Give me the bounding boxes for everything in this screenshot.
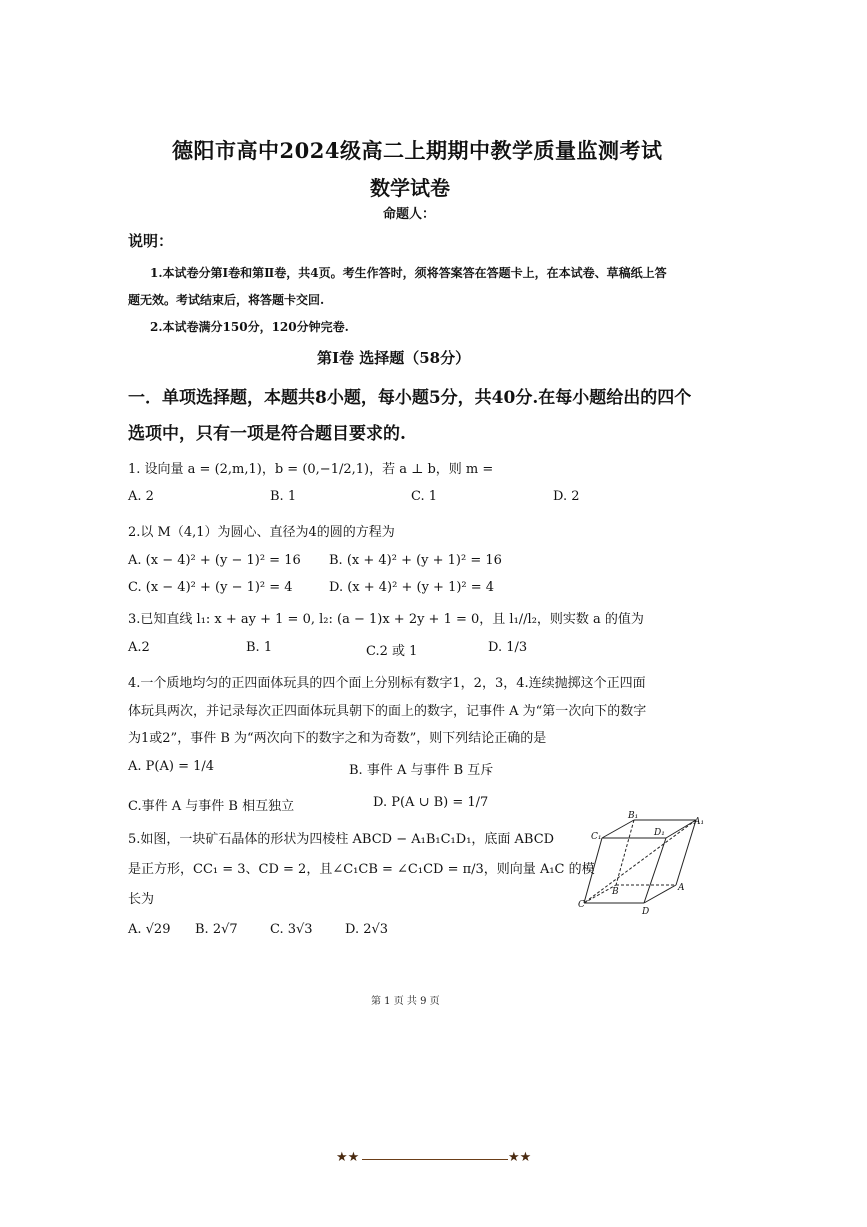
label-a: A (678, 883, 685, 893)
q5-line2: 是正方形，CC₁ = 3、CD = 2，且∠C₁CB = ∠C₁CD = π/3，则向量 A₁C 的模 (128, 862, 595, 877)
part1-line1: 一．单项选择题，本题共8小题，每小题5分，共40分.在每小题给出的四个 (128, 388, 692, 408)
label-b1: B₁ (628, 811, 639, 821)
instruction-2: 2.本试卷满分150分，120分钟完卷. (150, 320, 349, 334)
q4-option-d: D. P(A ∪ B) = 1/7 (373, 795, 489, 810)
instruction-1a: 1.本试卷分第Ⅰ卷和第Ⅱ卷，共4页。考生作答时，须将答案答在答题卡上，在本试卷、草稿纸上答 (150, 266, 667, 280)
label-d1: D₁ (654, 828, 665, 838)
q3-option-c: C.2 或 1 (366, 644, 418, 659)
author-label: 命题人： (383, 207, 436, 222)
q3-option-a: A.2 (128, 640, 150, 655)
q4-option-a: A. P(A) = 1/4 (128, 759, 215, 774)
q1-option-a: A. 2 (128, 489, 154, 504)
q4-line1: 4.一个质地均匀的正四面体玩具的四个面上分别标有数字1，2，3，4.连续抛掷这个正四面 (128, 676, 646, 691)
q4-line2: 体玩具两次，并记录每次正四面体玩具朝下的面上的数字，记事件 A 为“第一次向下的数字 (128, 704, 647, 719)
part1-line2: 选项中，只有一项是符合题目要求的. (128, 424, 406, 444)
q5-option-b: B. 2√7 (195, 922, 238, 937)
exam-title: 德阳市高中2024级高二上期期中教学质量监测考试 (172, 138, 663, 163)
q2-option-c: C. (x − 4)² + (y − 1)² = 4 (128, 580, 293, 595)
q5-line3: 长为 (128, 892, 155, 907)
q3-option-b: B. 1 (246, 640, 273, 655)
label-b: B (612, 887, 619, 897)
q2-option-d: D. (x + 4)² + (y + 1)² = 4 (329, 580, 495, 595)
exam-subtitle: 数学试卷 (370, 176, 450, 200)
q3-option-d: D. 1/3 (488, 640, 528, 655)
q5-option-a: A. √29 (128, 922, 171, 937)
divider-line (362, 1159, 508, 1160)
instructions-label: 说明： (128, 232, 174, 250)
decorative-divider (336, 1150, 536, 1170)
instruction-1b: 题无效。考试结束后，将答题卡交回. (128, 293, 325, 307)
prism-figure (578, 810, 708, 920)
star-icon: ★★ (508, 1150, 532, 1165)
q2-option-b: B. (x + 4)² + (y + 1)² = 16 (329, 553, 502, 568)
q5-option-d: D. 2√3 (345, 922, 389, 937)
q2-stem: 2.以 M（4,1）为圆心、直径为4的圆的方程为 (128, 525, 395, 540)
star-icon: ★★ (336, 1150, 360, 1165)
q5-line1: 5.如图，一块矿石晶体的形状为四棱柱 ABCD − A₁B₁C₁D₁，底面 ABCD (128, 832, 555, 847)
section-title: 第Ⅰ卷 选择题（58分） (317, 349, 471, 367)
label-c: C (578, 900, 585, 910)
q4-option-b: B. 事件 A 与事件 B 互斥 (349, 763, 494, 778)
q4-option-c: C.事件 A 与事件 B 相互独立 (128, 799, 295, 814)
q4-line3: 为1或2”，事件 B 为“两次向下的数字之和为奇数”，则下列结论正确的是 (128, 731, 547, 746)
q1-option-d: D. 2 (553, 489, 580, 504)
q1-option-c: C. 1 (411, 489, 438, 504)
q1-stem: 1. 设向量 a = (2,m,1)，b = (0,−1/2,1)，若 a ⊥ b，则 m = (128, 462, 494, 477)
label-a1: A₁ (694, 817, 705, 827)
q2-option-a: A. (x − 4)² + (y − 1)² = 16 (128, 553, 301, 568)
label-d: D (642, 907, 650, 917)
page-number: 第 1 页 共 9 页 (371, 996, 440, 1007)
q3-stem: 3.已知直线 l₁: x + ay + 1 = 0, l₂: (a − 1)x + 2y + 1 = 0，且 l₁//l₂，则实数 a 的值为 (128, 612, 644, 627)
q1-option-b: B. 1 (270, 489, 297, 504)
label-c1: C₁ (591, 832, 602, 842)
q5-option-c: C. 3√3 (270, 922, 313, 937)
